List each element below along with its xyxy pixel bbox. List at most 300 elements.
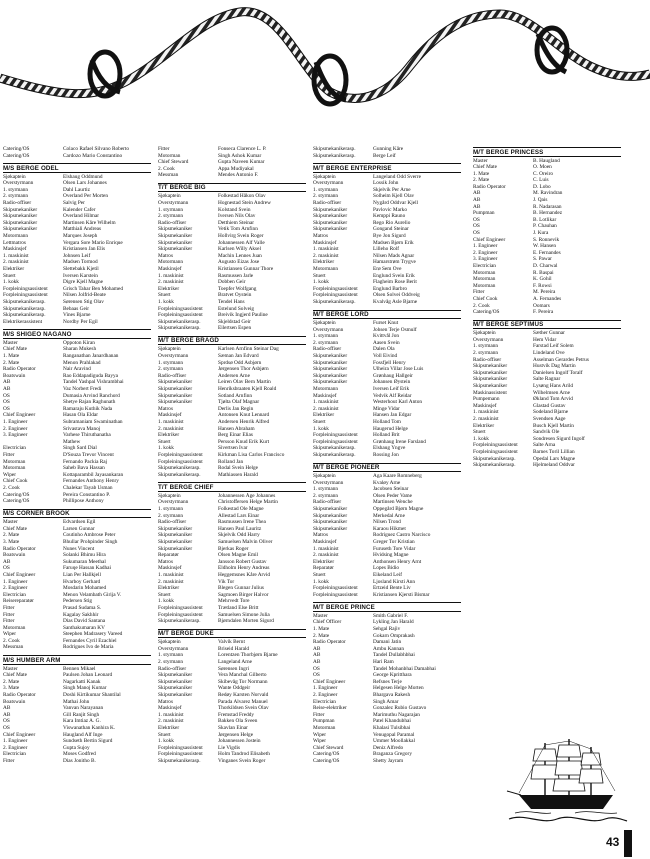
crew-rank: Skipsmekaniker: [313, 219, 348, 226]
crew-rank: 1. maskinist: [313, 545, 339, 552]
crew-name: Venugopal Paramal: [373, 731, 415, 738]
crew-rank: 1. styrmann: [158, 359, 184, 366]
crew-name: Gill Ranjit Singh: [63, 711, 100, 718]
crew-row: [158, 639, 306, 646]
crew-rank: Sjøkaptein: [313, 173, 336, 180]
crew-rank: Forpleiningsassistent: [158, 744, 203, 751]
crew-name: Haugland Alf Inge: [63, 731, 103, 738]
crew-row: [473, 230, 621, 237]
crew-row: [3, 738, 151, 745]
crew-rank: Motorman: [473, 282, 496, 289]
crew-name: Kagalay Sakhhir: [63, 611, 99, 618]
crew-row: [158, 353, 306, 360]
crew-name: Detthiem Steinar: [218, 219, 255, 226]
crew-name: D. Charwal: [533, 263, 558, 269]
crew-rank: AB: [3, 386, 11, 392]
crew-row: [3, 207, 151, 214]
crew-rank: 2. styrmann: [313, 492, 339, 499]
crew-rank: 1. styrmann: [313, 486, 339, 493]
crew-name: Lykling Jan Harald: [373, 619, 414, 626]
crew-rank: Skipsmekaniker: [3, 226, 38, 233]
crew-rank: Radio-offiser: [313, 499, 342, 506]
crew-row: [3, 559, 151, 566]
crew-name: Nygård Oddvar Kjell: [373, 200, 419, 207]
crew-rank: 2. styrmann: [3, 193, 29, 200]
crew-row: [3, 233, 151, 240]
crew-row: [313, 685, 461, 692]
crew-row: [313, 180, 461, 187]
crew-row: [3, 273, 151, 280]
crew-rank: Electrician: [313, 698, 336, 705]
crew-rank: Skipsmekanikerasp.: [158, 618, 201, 625]
crew-name: Braganza Gregory: [373, 751, 412, 758]
crew-name: K. Gohil: [533, 276, 552, 283]
crew-rank: Maskinsjef: [313, 538, 337, 545]
crew-row: [3, 439, 151, 446]
crew-name: Eikeland Leif: [373, 571, 402, 578]
crew-rank: Skipsmekaniker: [313, 519, 348, 526]
crew-name: Aga Kaare Romneberg: [373, 473, 422, 480]
crew-rank: Wiper: [313, 738, 327, 745]
crew-rank: Skipsmekaniker: [158, 538, 193, 545]
crew-rank: Fitter: [313, 711, 325, 718]
crew-name: Wante Oddgeir: [218, 685, 251, 692]
crew-name: D'Souza Trevor Vincent: [63, 451, 114, 458]
crew-rank: Skipsmekaniker: [473, 383, 508, 389]
crew-row: [3, 485, 151, 492]
crew-row: [313, 613, 461, 620]
crew-rank: Overstyrmann: [158, 645, 189, 652]
crew-row: [313, 340, 461, 347]
crew-row: [3, 432, 151, 439]
crew-rank: Forpleiningsassistent: [313, 585, 358, 592]
crew-name: E. Fernandes: [533, 249, 561, 256]
crew-name: Berg Einar Elias: [218, 432, 253, 439]
crew-rank: Skipsmekaniker: [158, 246, 193, 253]
crew-rank: Chief Engineer: [3, 571, 36, 578]
crew-name: Vedvik Alf Reidar: [373, 392, 412, 399]
crew-name: Martinsen Kåre Wilhelm: [63, 219, 116, 226]
crew-row: [3, 153, 151, 160]
crew-row: [158, 412, 306, 419]
crew-row: [158, 725, 306, 732]
crew-name: Allestad Lars Einar: [218, 512, 260, 519]
crew-name: Hansen Jan Edgar: [373, 412, 412, 419]
crew-row: [473, 330, 621, 337]
crew-rank: Sjøkaptein: [158, 639, 181, 646]
crew-name: Bjørndalen Morten Sigurd: [218, 618, 274, 625]
crew-name: Lossik John: [373, 180, 399, 187]
crew-rank: Radio-offiser: [313, 200, 342, 207]
crew-name: Sprdsø Odd Asbjørn: [218, 359, 262, 366]
crew-row: [3, 174, 151, 181]
crew-row: [473, 436, 621, 443]
crew-rank: Motorman: [158, 152, 181, 159]
crew-row: [313, 346, 461, 353]
crew-name: Nilsen Jolfrid-Beate: [63, 292, 106, 299]
crew-rank: 2. Cook: [3, 637, 20, 644]
crew-name: Farstad Leif Solem: [533, 343, 574, 350]
ship-heading: M/T BERGE LORD: [313, 310, 461, 320]
crew-name: Fremstad Freddy: [218, 711, 255, 718]
crew-name: Jacobsen Steinar: [373, 486, 409, 493]
crew-row: [3, 718, 151, 725]
crew-row: [158, 379, 306, 386]
crew-name: Mosdarin Mohamed: [63, 585, 107, 592]
crew-row: [158, 685, 306, 692]
crew-row: [158, 539, 306, 546]
crew-row: [158, 246, 306, 253]
crew-name: Ramaraju Kuthik Nada: [63, 405, 113, 412]
crew-rank: Elektriker: [313, 558, 335, 565]
crew-row: [313, 499, 461, 506]
crew-rank: Boatswain: [3, 372, 26, 379]
crew-name: Sundseth Bertin Sigurd: [63, 738, 113, 745]
crew-row: [3, 644, 151, 651]
crew-rank: AB: [473, 190, 481, 197]
crew-row: [313, 666, 461, 673]
crew-row: [313, 559, 461, 566]
crew-rank: Forpleiningsassistent: [313, 432, 358, 439]
crew-name: Tandel Mohanbhai Damabhai: [373, 665, 436, 672]
crew-name: F. Rowsi: [533, 282, 552, 289]
crew-rank: Elektriker: [313, 259, 335, 266]
crew-row: [313, 366, 461, 373]
crew-name: Bhullar Prohpinder Singh: [63, 538, 118, 545]
crew-name: Lopes Bidio: [373, 565, 400, 572]
crew-name: Lysøng Hans Arild: [533, 383, 574, 389]
crew-rank: Elektriker: [3, 266, 25, 272]
crew-name: Sotland Arnfinn: [218, 392, 252, 399]
crew-rank: Chief Cook: [473, 295, 498, 302]
crew-name: Nilsen Mads Agnar: [373, 252, 415, 259]
crew-row: [3, 745, 151, 752]
crew-rank: AB: [473, 203, 481, 210]
crew-rank: OS: [473, 216, 480, 223]
crew-row: [158, 346, 306, 353]
crew-rank: 1. kokk: [3, 279, 19, 286]
crew-row: [313, 639, 461, 646]
crew-rank: OS: [3, 399, 10, 406]
crew-row: [473, 217, 621, 224]
crew-name: Olsen Solvei Oddveig: [373, 292, 420, 299]
crew-row: [313, 592, 461, 599]
crew-row: [3, 758, 151, 765]
crew-row: [473, 204, 621, 211]
crew-name: Nunes Vincent: [63, 545, 95, 552]
crew-rank: [3, 439, 63, 446]
crew-rank: Motorman: [3, 458, 26, 465]
crew-row: [158, 699, 306, 706]
crew-rank: Skipsmekanikerasp.: [158, 465, 201, 472]
crew-name: Skjelvik Odd Harry: [218, 532, 260, 539]
crew-name: F. Pereira: [533, 309, 554, 316]
crew-name: Eilertsen Espen: [218, 325, 252, 332]
crew-row: [313, 572, 461, 579]
crew-name: Johannessen Alf Valle: [218, 239, 265, 246]
crew-row: [3, 292, 151, 299]
crew-rank: Overstyrmann: [158, 200, 189, 207]
crew-rank: Skipsmekaniker: [313, 353, 348, 360]
crew-rank: Forpleiningsassistent: [158, 458, 203, 465]
crew-row: [473, 263, 621, 270]
crew-row: [3, 146, 151, 153]
crew-name: Jansson Robert Gustav: [218, 558, 267, 565]
crew-row: [3, 612, 151, 619]
crew-name: Sandvik Ole: [533, 429, 560, 436]
crew-row: [158, 259, 306, 266]
crew-name: Danielsen Ingolf Toralf: [533, 369, 583, 376]
crew-row: [158, 226, 306, 233]
crew-rank: 1. Engineer: [473, 243, 498, 250]
crew-rank: OS: [3, 405, 10, 412]
crew-row: [313, 187, 461, 194]
crew-name: Kristiansen Gunnar Thore: [218, 266, 274, 272]
crew-row: [313, 320, 461, 327]
crew-row: [313, 652, 461, 659]
crew-name: Deniz Alfredo: [373, 744, 404, 751]
crew-row: [313, 539, 461, 546]
crew-name: Singh Amar: [373, 698, 399, 705]
crew-row: [3, 306, 151, 313]
crew-row: [3, 672, 151, 679]
crew-name: Hollvirg Svein Roger: [218, 233, 264, 240]
crew-rank: Radio Operator: [3, 545, 36, 552]
crew-rank: Skipsmekanikerasp.: [3, 312, 46, 319]
crew-row: [158, 266, 306, 273]
crew-name: Furuseth Tore Vidar: [373, 545, 416, 552]
crew-rank: 1. styrmann: [313, 333, 339, 340]
crew-name: W. Hansen: [533, 243, 557, 250]
crew-row: [158, 666, 306, 673]
crew-name: Derlis Jan Regin: [218, 405, 254, 412]
crew-row: [473, 184, 621, 191]
crew-row: [158, 465, 306, 472]
crew-rank: 2. styrmann: [313, 193, 339, 200]
crew-row: [3, 180, 151, 187]
crew-name: Steephen Madrasery Vareed: [63, 631, 123, 638]
crew-name: Slettebakk Kjetil: [63, 266, 99, 272]
crew-name: Voll Eivind: [373, 353, 398, 360]
crew-name: Wilhelmsen Arne: [533, 389, 571, 396]
crew-rank: Sjøkaptein: [158, 346, 181, 353]
crew-name: Dias Jonitho B.: [63, 757, 96, 764]
crew-name: C. Oreiro: [533, 170, 554, 177]
crew-rank: Maskinassistent: [473, 389, 507, 396]
crew-row: [3, 393, 151, 400]
crew-name: Pavlovic Marko: [373, 206, 407, 213]
crew-row: [473, 190, 621, 197]
crew-rank: Motorman: [3, 465, 26, 472]
crew-rank: Skipsmekaniker: [313, 525, 348, 532]
crew-row: [313, 619, 461, 626]
crew-name: Ertzeid Bente Liv: [373, 585, 411, 592]
crew-rank: Boatswain: [3, 552, 26, 559]
crew-name: Olsen Peder Vame: [373, 492, 413, 499]
crew-row: [313, 751, 461, 758]
crew-rank: Chief Mate: [3, 525, 27, 532]
crew-name: Singh Manoj Kumar: [63, 685, 107, 692]
crew-row: [313, 419, 461, 426]
crew-name: Kvaløy Arne: [373, 479, 401, 486]
crew-name: Glastad Gustav: [533, 402, 566, 409]
crew-rank: 1. styrmann: [158, 206, 184, 213]
crew-row: [158, 166, 306, 173]
crew-row: [313, 213, 461, 220]
crew-rank: Messman: [3, 644, 24, 651]
crew-rank: Skipsmekanikerasp.: [313, 146, 356, 152]
crew-name: O. Moen: [533, 164, 552, 171]
crew-rank: Catering/OS: [313, 757, 340, 764]
crew-name: Ranganathan Janardhanan: [63, 353, 119, 360]
crew-rank: OS: [3, 392, 10, 399]
crew-row: [158, 240, 306, 247]
crew-name: Estelund Solveig: [218, 305, 255, 312]
crew-name: Viswanathan Kanhira K.: [63, 724, 116, 731]
crew-rank: Skipsmekaniker: [158, 532, 193, 539]
crew-name: Santhakumaran KV: [63, 624, 105, 631]
crew-name: Rao Eddapadiguda Bayya: [63, 372, 119, 379]
crew-name: Moses Godfred: [63, 751, 96, 758]
crew-name: Gupta Naveen Kumar: [218, 159, 265, 166]
crew-row: [158, 439, 306, 446]
crew-row: [158, 312, 306, 319]
crew-name: Pedersen Stig: [63, 598, 92, 605]
crew-rank: Radio-offiser: [158, 372, 187, 379]
crew-name: Shetye Rajan Raghunath: [63, 399, 116, 406]
crew-rank: 2. styrmann: [473, 350, 499, 357]
crew-rank: Forpleiningsassistent: [313, 285, 358, 292]
crew-name: Flagheim Rose Berit: [373, 279, 417, 286]
crew-rank: 2. styrmann: [158, 658, 184, 665]
page-number-bar: [624, 830, 632, 857]
crew-rank: 3. Engineer: [3, 432, 28, 439]
crew-rank: 1. kokk: [313, 425, 329, 432]
crew-name: Iversen Karstein: [63, 272, 98, 279]
crew-row: [313, 353, 461, 360]
crew-row: [158, 146, 306, 153]
crew-row: [313, 426, 461, 433]
crew-rank: Skipsmekaniker: [158, 678, 193, 685]
crew-rank: 1. kokk: [158, 445, 174, 452]
crew-rank: 1. maskinist: [3, 252, 29, 259]
crew-name: Blegen Gunnar Julius: [218, 585, 264, 592]
crew-row: [313, 646, 461, 653]
crew-rank: Forpleiningsassistent: [158, 604, 203, 611]
crew-rank: Catering/OS: [3, 491, 30, 498]
crew-rank: OS: [3, 724, 10, 731]
crew-row: [313, 532, 461, 539]
crew-rank: 2. maskinist: [3, 259, 29, 266]
crew-rank: Sjøkaptein: [473, 330, 496, 337]
crew-row: [473, 442, 621, 449]
crew-rank: 2. Mate: [313, 632, 330, 639]
crew-name: Tandel Dullabhbhai: [373, 652, 415, 659]
crew-row: [313, 146, 461, 153]
crew-rank: 2. Engineer: [3, 425, 28, 432]
crew-row: [158, 273, 306, 280]
crew-rank: Skipsmekaniker: [313, 359, 348, 366]
crew-name: Hansen Abraham: [218, 425, 255, 432]
crew-name: A. Fernandes: [533, 295, 562, 302]
crew-row: [3, 312, 151, 319]
crew-row: [3, 751, 151, 758]
crew-rank: Matros: [158, 252, 174, 259]
crew-row: [313, 200, 461, 207]
crew-rank: 2. maskinist: [158, 578, 184, 585]
crew-name: Thorkildsen Svein Olav: [218, 705, 269, 712]
crew-name: Machin Lennes Juan: [218, 252, 262, 259]
crew-row: [3, 492, 151, 499]
crew-name: Overland Hilmar: [63, 213, 100, 220]
crew-rank: Forpleiningsassistent: [158, 312, 203, 319]
crew-name: B. Haugland: [533, 157, 560, 164]
crew-name: J. Qais: [533, 197, 548, 204]
crew-name: Phillipose Anthony: [63, 498, 104, 505]
crew-rank: AB: [3, 379, 11, 386]
ship-section: [158, 146, 306, 179]
crew-rank: 1. Engineer: [3, 578, 28, 585]
crew-name: Saheb Bava Hassan: [63, 465, 105, 472]
crew-rank: Chief Steward: [313, 744, 344, 751]
ship-section: [313, 463, 461, 599]
crew-rank: Skipsmekaniker: [158, 379, 193, 386]
crew-row: [313, 327, 461, 334]
crew-rank: Catering/OS: [473, 309, 500, 316]
ship-section: [313, 146, 461, 159]
crew-name: Briseid Harald: [218, 645, 250, 652]
crew-rank: Overstyrmann: [3, 180, 34, 187]
crew-name: Shetty Jayram: [373, 757, 404, 764]
crew-name: J. Kura: [533, 230, 549, 237]
crew-row: [473, 456, 621, 463]
crew-row: [313, 360, 461, 367]
crew-rank: Motorman: [473, 269, 496, 276]
crew-rank: Radio-offiser: [158, 665, 187, 672]
crew-rank: Forpleiningsassistent: [313, 292, 358, 299]
crew-name: Solanki Bhimu Hira: [63, 552, 106, 559]
crew-name: Nagarkatti Kanak: [63, 678, 101, 685]
crew-row: [158, 605, 306, 612]
crew-row: [473, 383, 621, 390]
crew-row: [3, 360, 151, 367]
crew-name: Rolland Jan: [218, 458, 244, 465]
crew-row: [473, 396, 621, 403]
crew-name: Martinsen Wenche: [373, 499, 413, 506]
crew-rank: Radio Operator: [3, 366, 36, 373]
crew-row: [3, 579, 151, 586]
crew-rank: Stuert: [158, 731, 171, 738]
crew-name: Økland Tom Arvid: [533, 396, 573, 403]
ship-heading: M/S SHIGEO NAGANO: [3, 329, 151, 339]
crew-name: Mathai John: [63, 698, 90, 705]
crew-name: Langeland Arne: [218, 658, 252, 665]
crew-name: Olsen Lars Johannes: [63, 180, 107, 187]
crew-name: Srivastava Manoj: [63, 425, 101, 432]
crew-rank: Elektriker: [158, 585, 180, 592]
crew-name: Furset Knut: [373, 320, 399, 327]
crew-row: [158, 712, 306, 719]
crew-name: Toepfer Wolfgang: [218, 285, 257, 292]
crew-row: [158, 499, 306, 506]
crew-rank: 1. styrmann: [313, 186, 339, 193]
crew-name: Vera Manchal Gilberto: [218, 672, 267, 679]
crew-row: [313, 633, 461, 640]
crew-row: [3, 412, 151, 419]
crew-row: [313, 493, 461, 500]
crew-rank: 1. kokk: [158, 738, 174, 745]
crew-name: Overland Per Morten: [63, 193, 109, 200]
